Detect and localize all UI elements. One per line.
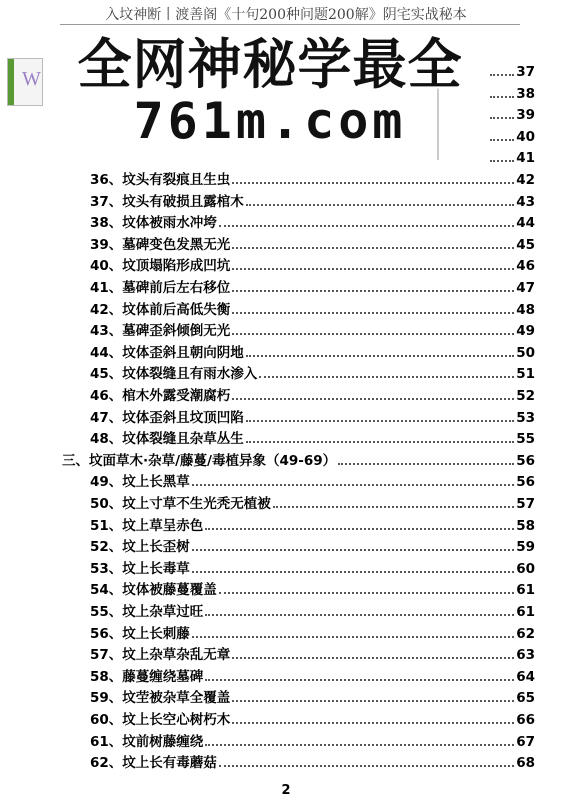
toc-page-number: 43	[516, 193, 535, 210]
logo-letter: W	[22, 68, 41, 90]
toc-entry-label: 40、坟顶塌陷形成凹坑	[90, 258, 231, 275]
toc-row[interactable]	[90, 472, 535, 493]
toc-leader-dots	[259, 364, 514, 378]
toc-leader-dots	[192, 537, 514, 551]
toc-page-number: 46	[516, 258, 535, 275]
toc-row[interactable]	[90, 364, 535, 385]
toc-page-number: 57	[516, 496, 535, 512]
toc-page-number: 48	[516, 301, 535, 318]
toc-leader-dots	[232, 278, 514, 292]
toc-row[interactable]	[90, 213, 535, 234]
toc-page-number: 55	[516, 431, 535, 448]
toc-entry-label: 58、藤蔓缠绕墓碑	[90, 668, 204, 685]
toc-page-number: 51	[516, 366, 535, 383]
toc-row[interactable]	[90, 170, 535, 191]
toc-row[interactable]	[90, 645, 535, 666]
toc-page-number: 53	[516, 409, 535, 426]
toc-leader-dots	[232, 386, 514, 400]
toc-page-number: 59	[516, 539, 535, 556]
toc-page-number: 62	[516, 625, 535, 642]
toc-entry-label: 46、棺木外露受潮腐朽	[90, 388, 231, 404]
toc-page-number: 61	[516, 604, 535, 620]
toc-row-partial[interactable]	[488, 105, 535, 126]
toc-page-number: 68	[516, 755, 535, 772]
toc-entry-label: 36、坟头有裂痕且生虫	[90, 172, 231, 188]
toc-leader-dots	[246, 192, 514, 206]
toc-entry-label: 43、墓碑歪斜倾倒无光	[90, 323, 231, 340]
toc-page-number: 44	[516, 215, 535, 232]
toc-leader-dots	[192, 472, 514, 486]
toc-row[interactable]	[90, 624, 535, 645]
toc-leader-dots	[246, 429, 514, 443]
toc-row[interactable]	[90, 192, 535, 213]
toc-page-number: 63	[516, 647, 535, 664]
page-number: 2	[281, 783, 291, 798]
toc-entry-label: 38、坟体被雨水冲垮	[90, 215, 217, 232]
toc-entry-label: 51、坟上草呈赤色	[90, 517, 204, 534]
toc-leader-dots	[192, 624, 514, 638]
toc-leader-dots	[338, 451, 514, 465]
toc-entry-label: 54、坟体被藤蔓覆盖	[90, 582, 217, 599]
toc-entry-label: 49、坟上长黑草	[90, 474, 190, 491]
toc-leader-dots	[219, 580, 514, 594]
toc-row[interactable]	[90, 688, 535, 709]
toc-entry-label: 59、坟茔被杂草全覆盖	[90, 690, 231, 707]
toc-entry-label: 53、坟上长毒草	[90, 560, 190, 577]
toc-row[interactable]	[90, 429, 535, 450]
toc-row[interactable]	[90, 667, 535, 688]
toc-row-partial[interactable]	[488, 148, 535, 169]
toc-leader-dots	[490, 148, 514, 162]
toc-page-number: 66	[516, 712, 535, 728]
toc-row[interactable]	[90, 256, 535, 277]
toc-entry-label: 39、墓碑变色发黑无光	[90, 236, 231, 253]
toc-entry-label: 57、坟上杂草杂乱无章	[90, 647, 231, 664]
toc-page-number: 42	[516, 172, 535, 188]
toc-entry-label: 50、坟上寸草不生光秃无植被	[90, 496, 271, 512]
toc-leader-dots	[490, 62, 514, 76]
toc-section-heading[interactable]	[62, 451, 535, 472]
toc-row[interactable]	[90, 235, 535, 256]
toc-entry-label: 60、坟上长空心树朽木	[90, 712, 231, 728]
toc-row-partial[interactable]	[488, 127, 535, 148]
toc-entry-label: 45、坟体裂缝且有雨水渗入	[90, 366, 258, 383]
toc-row-partial[interactable]	[488, 62, 535, 83]
toc-row[interactable]	[90, 580, 535, 601]
toc-page-number: 56	[516, 474, 535, 491]
logo-green-stripe	[8, 59, 14, 105]
toc-entry-label: 37、坟头有破损且露棺木	[90, 193, 244, 210]
toc-row[interactable]	[90, 386, 535, 407]
toc-page-number: 37	[516, 64, 535, 80]
toc-leader-dots	[232, 688, 514, 702]
toc-entry-label: 62、坟上长有毒蘑菇	[90, 755, 217, 772]
toc-page-number: 49	[516, 323, 535, 340]
toc-leader-dots	[205, 602, 514, 616]
toc-page-number: 65	[516, 690, 535, 707]
toc-page-number: 38	[516, 85, 535, 102]
toc-page-number: 47	[516, 280, 535, 296]
toc-page-number: 52	[516, 388, 535, 404]
toc-entry-label: 48、坟体裂缝且杂草丛生	[90, 431, 244, 448]
toc-leader-dots	[246, 343, 514, 357]
toc-row[interactable]	[90, 343, 535, 364]
toc-row[interactable]	[90, 537, 535, 558]
toc-page-number: 41	[516, 150, 535, 167]
toc-leader-dots	[232, 170, 514, 184]
toc-leader-dots	[219, 753, 514, 767]
toc-entry-label: 56、坟上长刺藤	[90, 625, 190, 642]
toc-page-number: 60	[516, 560, 535, 577]
toc-entry-label: 55、坟上杂草过旺	[90, 604, 204, 620]
toc-row[interactable]	[90, 710, 535, 731]
toc-leader-dots	[232, 300, 514, 314]
toc-leader-dots	[192, 559, 514, 573]
toc-entry-label: 47、坟体歪斜且坟顶凹陷	[90, 409, 244, 426]
toc-row-partial[interactable]	[488, 84, 535, 105]
toc-leader-dots	[490, 84, 514, 98]
running-header: 入坟神断丨渡善阁《十句200种问题200解》阴宅实战秘本	[105, 7, 467, 23]
toc-row[interactable]	[90, 321, 535, 342]
toc-page-number: 39	[516, 107, 535, 124]
toc-leader-dots	[232, 710, 514, 724]
toc-leader-dots	[205, 732, 514, 746]
toc-entry-label: 42、坟体前后高低失衡	[90, 301, 231, 318]
toc-leader-dots	[273, 494, 514, 508]
toc-entry-label: 52、坟上长歪树	[90, 539, 190, 556]
toc-leader-dots	[232, 321, 514, 335]
toc-leader-dots	[205, 516, 514, 530]
document-app-logo	[7, 58, 43, 106]
toc-page-number: 56	[516, 452, 535, 469]
toc-entry-label: 三、坟面草木·杂草/藤蔓/毒植异象（49-69）	[62, 452, 337, 469]
toc-page-number: 67	[516, 733, 535, 750]
toc-leader-dots	[490, 127, 514, 141]
toc-page-number: 61	[516, 582, 535, 599]
toc-leader-dots	[205, 667, 514, 681]
toc-row[interactable]	[90, 732, 535, 753]
toc-row[interactable]	[90, 753, 535, 774]
toc-row[interactable]	[90, 300, 535, 321]
toc-page-number: 58	[516, 517, 535, 534]
toc-leader-dots	[246, 408, 514, 422]
toc-leader-dots	[232, 256, 514, 270]
toc-page-number: 40	[516, 128, 535, 145]
toc-row[interactable]	[90, 494, 535, 515]
toc-page-number: 45	[516, 236, 535, 253]
toc-entry-label: 41、墓碑前后左右移位	[90, 280, 231, 296]
toc-page-number: 64	[516, 668, 535, 685]
watermark-title: 全网神秘学最全	[77, 33, 463, 96]
watermark-url: 761m.com	[133, 92, 407, 150]
toc-leader-dots	[232, 645, 514, 659]
toc-leader-dots	[219, 213, 514, 227]
toc-row[interactable]	[90, 408, 535, 429]
toc-leader-dots	[232, 235, 514, 249]
toc-row[interactable]	[90, 559, 535, 580]
toc-row[interactable]	[90, 278, 535, 299]
toc-entry-label: 61、坟前树藤缠绕	[90, 733, 204, 750]
toc-row[interactable]	[90, 516, 535, 537]
toc-entry-label: 44、坟体歪斜且朝向阴地	[90, 344, 244, 361]
toc-leader-dots	[490, 105, 514, 119]
toc-row[interactable]	[90, 602, 535, 623]
toc-page-number: 50	[516, 344, 535, 361]
